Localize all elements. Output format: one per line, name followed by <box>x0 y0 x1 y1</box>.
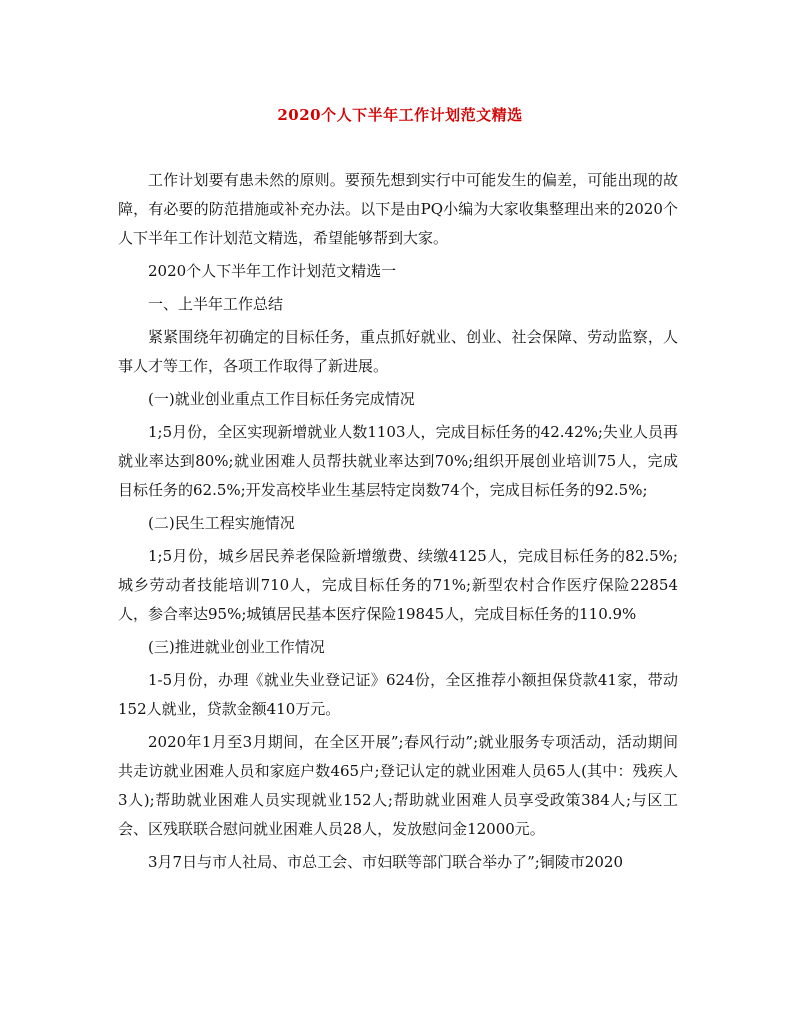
paragraph-heading-1: 一、上半年工作总结 <box>148 295 284 313</box>
paragraph-subheading-1: (一)就业创业重点工作目标任务完成情况 <box>148 390 415 408</box>
document-body <box>118 166 678 881</box>
paragraph-section-title: 2020个人下半年工作计划范文精选一 <box>148 262 397 280</box>
paragraph-livelihood-stats: 1;5月份，城乡居民养老保险新增缴费、续缴4125人，完成目标任务的82.5%;城乡劳动者技能培训710人，完成目标任务的71%;新型农村合作医疗保险22854人，参合率达95%;城镇居民基本医疗保险19845人，完成目标任务的110.9% <box>118 547 678 623</box>
paragraph-registration-stats: 1-5月份，办理《就业失业登记证》624份，全区推荐小额担保贷款41家，带动152人就业，贷款金额410万元。 <box>118 671 678 718</box>
document-title: 2020个人下半年工作计划范文精选 <box>277 106 523 124</box>
paragraph-employment-stats: 1;5月份，全区实现新增就业人数1103人，完成目标任务的42.42%;失业人员再就业率达到80%;就业困难人员帮扶就业率达到70%;组织开展创业培训75人，完成目标任务的62.5%;开发高校毕业生基层特定岗数74个，完成目标任务的92.5%; <box>118 423 678 499</box>
paragraph-subheading-3: (三)推进就业创业工作情况 <box>148 638 325 656</box>
paragraph-march-event: 3月7日与市人社局、市总工会、市妇联等部门联合举办了”;铜陵市2020 <box>148 853 623 871</box>
paragraph-intro: 工作计划要有患未然的原则。要预先想到实行中可能发生的偏差，可能出现的故障，有必要的防范措施或补充办法。以下是由PQ小编为大家收集整理出来的2020个人下半年工作计划范文精选，希望能够帮到大家。 <box>118 171 678 247</box>
paragraph-subheading-2: (二)民生工程实施情况 <box>148 514 295 532</box>
paragraph-spring-campaign: 2020年1月至3月期间，在全区开展”;春风行动”;就业服务专项活动，活动期间共走访就业困难人员和家庭户数465户;登记认定的就业困难人员65人(其中：残疾人3人);帮助就业困难人员实现就业152人;帮助就业困难人员享受政策384人;与区工会、区残联联合慰问就业困难人员28人，发放慰问金12000元。 <box>118 733 678 838</box>
paragraph-summary: 紧紧围绕年初确定的目标任务，重点抓好就业、创业、社会保障、劳动监察，人事人才等工作，各项工作取得了新进展。 <box>118 328 678 375</box>
